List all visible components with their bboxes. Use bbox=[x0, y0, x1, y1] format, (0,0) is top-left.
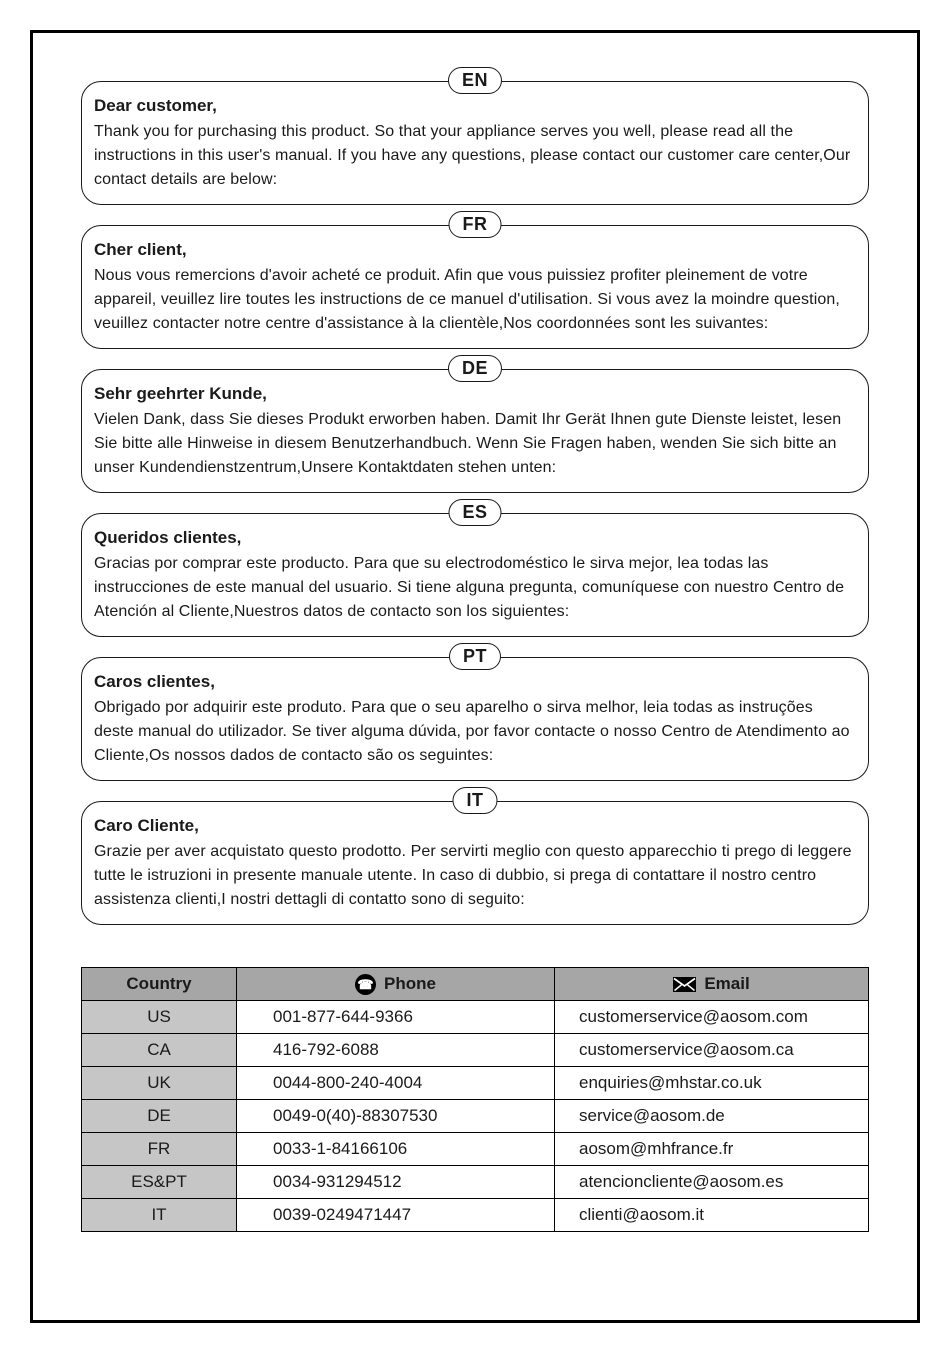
language-tag-pt: PT bbox=[449, 643, 501, 670]
table-row bbox=[82, 1199, 869, 1232]
header-cell-country bbox=[82, 968, 237, 1001]
language-section-en bbox=[81, 70, 869, 205]
cell-phone: 416-792-6088 bbox=[237, 1034, 555, 1067]
section-heading: Cher client, bbox=[94, 240, 187, 259]
section-heading: Dear customer, bbox=[94, 96, 217, 115]
cell-phone: 0033-1-84166106 bbox=[237, 1133, 555, 1166]
contact-table bbox=[81, 967, 869, 1232]
table-row bbox=[82, 1100, 869, 1133]
section-body: Thank you for purchasing this product. So that your appliance serves you well, please read all the instructions in this user's manual. If you have any questions, please contact our customer care center,Our contact details are below: bbox=[94, 123, 851, 188]
cell-email: service@aosom.de bbox=[555, 1100, 869, 1133]
header-cell-phone bbox=[237, 968, 555, 1001]
phone-header-label: Phone bbox=[384, 974, 436, 993]
table-row bbox=[82, 1067, 869, 1100]
cell-country: CA bbox=[82, 1034, 237, 1067]
section-body: Vielen Dank, dass Sie dieses Produkt erworben haben. Damit Ihr Gerät Ihnen gute Dienste leistet, lesen Sie bitte alle Hinweise in diesem Benutzerhandbuch. Wenn Sie Fragen haben, wenden Sie sich bitte an unser Kundendienstzentrum,Unsere Kontaktdaten stehen unten: bbox=[94, 411, 842, 476]
section-heading: Caro Cliente, bbox=[94, 816, 199, 835]
section-body: Obrigado por adquirir este produto. Para que o seu aparelho o sirva melhor, leia todas as instruções deste manual do utilizador. Se tiver alguma dúvida, por favor contacte o nosso Centro de Atendimento ao Cliente,Os nossos dados de contacto são os seguintes: bbox=[94, 699, 850, 764]
cell-email: clienti@aosom.it bbox=[555, 1199, 869, 1232]
section-heading: Queridos clientes, bbox=[94, 528, 242, 547]
cell-phone: 0034-931294512 bbox=[237, 1166, 555, 1199]
cell-email: aosom@mhfrance.fr bbox=[555, 1133, 869, 1166]
language-tag-es: ES bbox=[448, 499, 501, 526]
language-tag-it: IT bbox=[453, 787, 498, 814]
cell-email: atencioncliente@aosom.es bbox=[555, 1166, 869, 1199]
cell-phone: 0049-0(40)-88307530 bbox=[237, 1100, 555, 1133]
section-heading: Caros clientes, bbox=[94, 672, 215, 691]
cell-country: ES&PT bbox=[82, 1166, 237, 1199]
cell-phone: 0039-0249471447 bbox=[237, 1199, 555, 1232]
cell-email: customerservice@aosom.ca bbox=[555, 1034, 869, 1067]
email-icon bbox=[673, 977, 696, 992]
cell-country: FR bbox=[82, 1133, 237, 1166]
language-section-de bbox=[81, 358, 869, 493]
section-heading: Sehr geehrter Kunde, bbox=[94, 384, 267, 403]
table-row bbox=[82, 1166, 869, 1199]
language-section-fr bbox=[81, 214, 869, 349]
section-body: Grazie per aver acquistato questo prodotto. Per servirti meglio con questo apparecchio ti prego di leggere tutte le istruzioni in presente manuale utente. In caso di dubbio, si prega di contattare il nostro centro assistenza clienti,I nostri dettagli di contatto sono di seguito: bbox=[94, 843, 852, 908]
section-body: Nous vous remercions d'avoir acheté ce produit. Afin que vous puissiez profiter pleinement de votre appareil, veuillez lire toutes les instructions de ce manuel d'utilisation. Si vous avez la moindre question, veuillez contacter notre centre d'assistance à la clientèle,Nos coordonnées sont les suivantes: bbox=[94, 267, 840, 332]
section-body: Gracias por comprar este producto. Para que su electrodoméstico le sirva mejor, lea todas las instrucciones de este manual del usuario. Si tiene alguna pregunta, comuníquese con nuestro Centro de Atención al Cliente,Nuestros datos de contacto son los siguientes: bbox=[94, 555, 845, 620]
table-header-row bbox=[82, 968, 869, 1001]
cell-country: IT bbox=[82, 1199, 237, 1232]
cell-email: customerservice@aosom.com bbox=[555, 1001, 869, 1034]
table-row bbox=[82, 1034, 869, 1067]
country-header-label: Country bbox=[126, 974, 192, 993]
page-border-frame bbox=[30, 30, 920, 1323]
language-tag-fr: FR bbox=[449, 211, 502, 238]
cell-email: enquiries@mhstar.co.uk bbox=[555, 1067, 869, 1100]
cell-country: US bbox=[82, 1001, 237, 1034]
header-cell-email bbox=[555, 968, 869, 1001]
language-tag-en: EN bbox=[448, 67, 502, 94]
cell-country: UK bbox=[82, 1067, 237, 1100]
phone-icon: ☎ bbox=[355, 974, 376, 995]
cell-phone: 001-877-644-9366 bbox=[237, 1001, 555, 1034]
cell-country: DE bbox=[82, 1100, 237, 1133]
language-tag-de: DE bbox=[448, 355, 502, 382]
language-section-es bbox=[81, 502, 869, 637]
language-section-pt bbox=[81, 646, 869, 781]
email-header-label: Email bbox=[704, 974, 750, 994]
language-section-it bbox=[81, 790, 869, 925]
cell-phone: 0044-800-240-4004 bbox=[237, 1067, 555, 1100]
table-row bbox=[82, 1133, 869, 1166]
table-row bbox=[82, 1001, 869, 1034]
